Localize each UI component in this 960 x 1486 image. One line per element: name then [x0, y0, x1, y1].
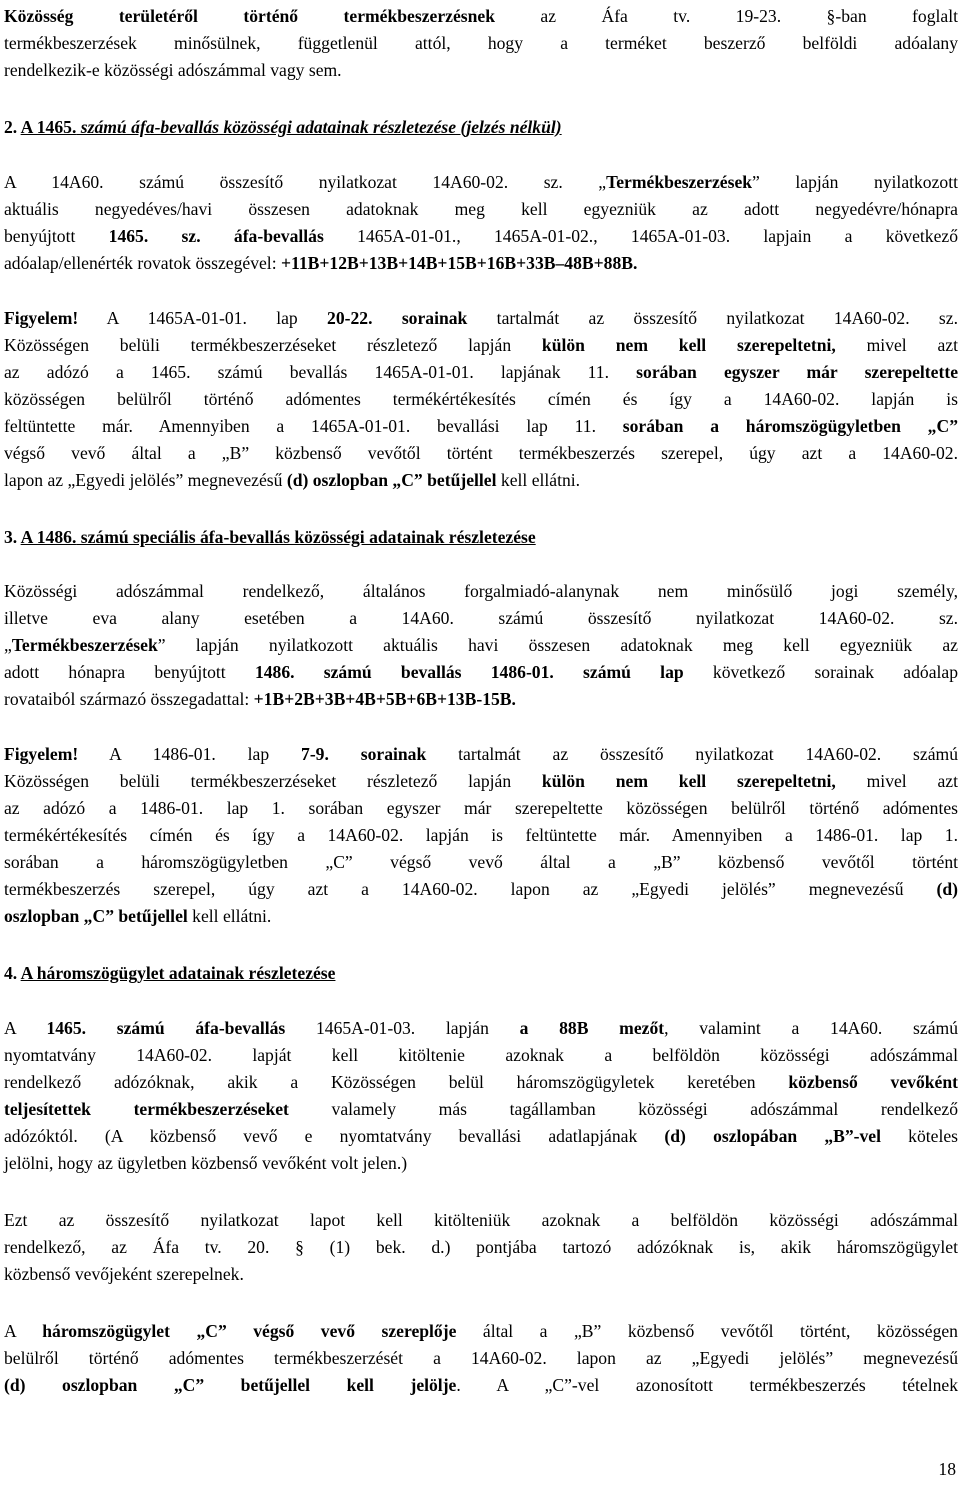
- paragraph-line: Figyelem! A 1465A-01-01. lap 20-22. sorainak tartalmát az összesítő nyilatkozat 14A60-02. sz.: [4, 308, 958, 328]
- paragraph-line: A 14A60. számú összesítő nyilatkozat 14A60-02. sz. „Termékbeszerzések” lapján nyilatkozott: [4, 172, 958, 192]
- section-heading-2: 2. A 1465. számú áfa-bevallás közösségi adatainak részletezése (jelzés nélkül): [4, 117, 562, 137]
- paragraph-line: A 1465. számú áfa-bevallás 1465A-01-03. lapján a 88B mezőt, valamint a 14A60. számú: [4, 1018, 958, 1038]
- paragraph-line: belülről történő adómentes termékbeszerzését a 14A60-02. lapon az „Egyedi jelölés” megnevezésű: [4, 1348, 958, 1368]
- paragraph-line: „Termékbeszerzések” lapján nyilatkozott aktuális havi összesen adatoknak meg kell egyezniük az: [4, 635, 958, 655]
- section-heading-3: 3. A 1486. számú speciális áfa-bevallás közösségi adatainak részletezése: [4, 527, 536, 547]
- paragraph-line: lapon az „Egyedi jelölés” megnevezésű (d) oszlopban „C” betűjellel kell ellátni.: [4, 470, 581, 490]
- paragraph-line: termékértékesítés címén és így a 14A60-02. lapján is feltüntette már. Amennyiben a 1486-01. lap 1.: [4, 825, 958, 845]
- paragraph-line: A háromszögügylet „C” végső vevő szereplője által a „B” közbenső vevőtől történt, közösségen: [4, 1321, 958, 1341]
- paragraph-line: rendelkező, az Áfa tv. 20. § (1) bek. d.) pontjába tartozó adózóknak is, akik háromszögügylet: [4, 1237, 958, 1257]
- paragraph-line: teljesítettek termékbeszerzéseket valamely más tagállamban közösségi adószámmal rendelkező: [4, 1099, 959, 1119]
- paragraph-line: adózóktól. (A közbenső vevő e nyomtatvány bevallási adatlapjának (d) oszlopában „B”-vel köteles: [4, 1126, 958, 1146]
- paragraph-line: termékbeszerzés szerepel, úgy azt a 14A60-02. lapon az „Egyedi jelölés” megnevezésű (d): [4, 879, 958, 899]
- paragraph-line: adóalap/ellenérték rovatok összegével: +11B+12B+13B+14B+15B+16B+33B–48B+88B.: [4, 253, 638, 273]
- paragraph-line: termékbeszerzések minősülnek, függetlenül attól, hogy a terméket beszerző belföldi adóalany: [4, 33, 958, 53]
- paragraph-line: közbenső vevőjeként szerepelnek.: [4, 1264, 244, 1284]
- paragraph-line: illetve eva alany esetében a 14A60. számú összesítő nyilatkozat 14A60-02. sz.: [4, 608, 958, 628]
- paragraph-line: (d) oszlopban „C” betűjellel kell jelölje. A „C”-vel azonosított termékbeszerzés tételnek: [4, 1375, 958, 1395]
- section-heading-4: 4. A háromszögügylet adatainak részletezése: [4, 963, 336, 983]
- paragraph-line: nyomtatvány 14A60-02. lapját kell kitöltenie azoknak a belföldön közösségi adószámmal: [4, 1045, 958, 1065]
- paragraph-line: rendelkezik-e közösségi adószámmal vagy sem.: [4, 60, 342, 80]
- paragraph-line: adott hónapra benyújtott 1486. számú bevallás 1486-01. számú lap következő sorainak adóalap: [4, 662, 958, 682]
- paragraph-line: az adózó a 1486-01. lap 1. sorában egyszer már szerepeltette közösségen belülről történő adómentes: [4, 798, 958, 818]
- paragraph-line: rovataiból származó összegadattal: +1B+2B+3B+4B+5B+6B+13B-15B.: [4, 689, 516, 709]
- paragraph-line: Közösségi adószámmal rendelkező, általános forgalmiadó-alanynak nem minősülő jogi személy,: [4, 581, 958, 601]
- paragraph-line: Közösségen belüli termékbeszerzéseket részletező lapján külön nem kell szerepeltetni, mivel azt: [4, 771, 958, 791]
- paragraph-line: Ezt az összesítő nyilatkozat lapot kell kitölteniük azoknak a belföldön közösségi adószámmal: [4, 1210, 958, 1230]
- paragraph-line: sorában a háromszögügyletben „C” végső vevő által a „B” közbenső vevőtől történt: [4, 852, 958, 872]
- paragraph-line: jelölni, hogy az ügyletben közbenső vevőként volt jelen.): [4, 1153, 408, 1173]
- paragraph-line: végső vevő által a „B” közbenső vevőtől történt termékbeszerzés szerepel, úgy azt a 14A60-02.: [4, 443, 958, 463]
- paragraph-line: az adózó a 1465. számú bevallás 1465A-01-01. lapjának 11. sorában egyszer már szerepeltette: [4, 362, 959, 382]
- paragraph-line: közösségen belülről történő adómentes termékértékesítés címén és így a 14A60-02. lapján is: [4, 389, 958, 409]
- paragraph-line: rendelkező adózóknak, akik a Közösségen belül háromszögügyletek keretében közbenső vevőként: [4, 1072, 958, 1092]
- paragraph-line: oszlopban „C” betűjellel kell ellátni.: [4, 906, 272, 926]
- paragraph-line: feltüntette már. Amennyiben a 1465A-01-01. bevallási lap 11. sorában a háromszögügyletben „C”: [4, 416, 958, 436]
- paragraph-line: Közösségen belüli termékbeszerzéseket részletező lapján külön nem kell szerepeltetni, mivel azt: [4, 335, 958, 355]
- paragraph-line: Közösség területéről történő termékbeszerzésnek az Áfa tv. 19-23. §-ban foglalt: [4, 6, 958, 26]
- paragraph-line: Figyelem! A 1486-01. lap 7-9. sorainak tartalmát az összesítő nyilatkozat 14A60-02. számú: [4, 744, 959, 764]
- paragraph-line: benyújtott 1465. sz. áfa-bevallás 1465A-01-01., 1465A-01-02., 1465A-01-03. lapjain a következő: [4, 226, 959, 246]
- paragraph-line: aktuális negyedéves/havi összesen adatoknak meg kell egyezniük az adott negyedévre/hónapra: [4, 199, 958, 219]
- page-number: 18: [938, 1459, 956, 1479]
